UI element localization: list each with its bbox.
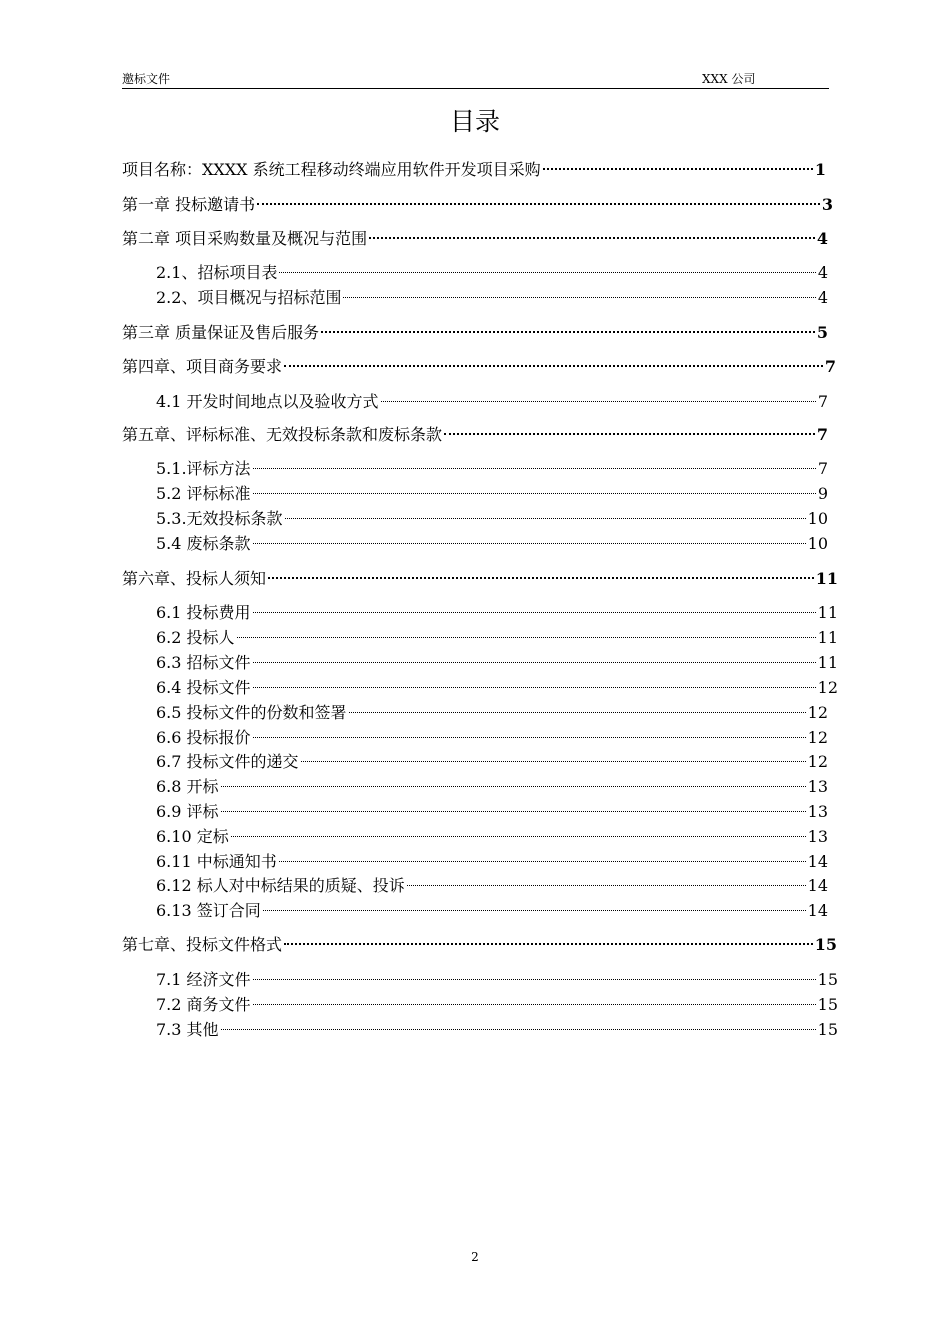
toc-dot-leader bbox=[221, 786, 806, 787]
toc-entry-chapter-4[interactable] bbox=[122, 355, 836, 379]
toc-entry-6-10[interactable] bbox=[156, 825, 828, 849]
toc-dot-leader bbox=[221, 811, 806, 812]
toc-entry-page: 1 bbox=[814, 160, 826, 179]
toc-dot-leader bbox=[543, 168, 813, 170]
toc-entry-chapter-1[interactable] bbox=[122, 193, 833, 217]
toc-entry-2-1[interactable] bbox=[156, 261, 828, 285]
toc-entry-page: 15 bbox=[817, 995, 838, 1014]
toc-entry-label: 6.2 投标人 bbox=[156, 628, 235, 647]
toc-dot-leader bbox=[221, 1029, 816, 1030]
toc-entry-5-1[interactable] bbox=[156, 457, 828, 481]
toc-entry-6-11[interactable] bbox=[156, 850, 828, 874]
toc-entry-label: 6.7 投标文件的递交 bbox=[156, 752, 299, 771]
toc-dot-leader bbox=[253, 493, 816, 494]
toc-entry-page: 11 bbox=[817, 653, 838, 672]
toc-entry-label: 第三章 质量保证及售后服务 bbox=[122, 323, 320, 342]
toc-entry-7-1[interactable] bbox=[156, 968, 838, 992]
toc-entry-label: 6.3 招标文件 bbox=[156, 653, 251, 672]
toc-dot-leader bbox=[231, 836, 806, 837]
toc-entry-label: 6.9 评标 bbox=[156, 802, 219, 821]
toc-entry-6-12[interactable] bbox=[156, 874, 828, 898]
toc-entry-page: 14 bbox=[807, 876, 828, 895]
toc-entry-6-7[interactable] bbox=[156, 750, 828, 774]
toc-dot-leader bbox=[253, 1004, 816, 1005]
toc-dot-leader bbox=[284, 365, 823, 367]
toc-entry-page: 10 bbox=[807, 509, 828, 528]
toc-entry-page: 11 bbox=[815, 569, 838, 588]
toc-entry-label: 5.3.无效投标条款 bbox=[156, 509, 283, 528]
toc-dot-leader bbox=[268, 577, 814, 579]
header-right-text: XXX 公司 bbox=[702, 72, 756, 86]
toc-dot-leader bbox=[237, 637, 816, 638]
toc-entry-page: 4 bbox=[816, 229, 828, 248]
toc-dot-leader bbox=[253, 468, 816, 469]
toc-entry-7-2[interactable] bbox=[156, 993, 838, 1017]
toc-entry-label: 7.3 其他 bbox=[156, 1020, 219, 1039]
toc-entry-page: 11 bbox=[817, 628, 838, 647]
toc-entry-label: 7.2 商务文件 bbox=[156, 995, 251, 1014]
toc-dot-leader bbox=[253, 612, 816, 613]
toc-entry-4-1[interactable] bbox=[156, 390, 828, 414]
toc-entry-page: 4 bbox=[817, 288, 828, 307]
toc-entry-6-3[interactable] bbox=[156, 651, 838, 675]
toc-dot-leader bbox=[257, 203, 820, 205]
toc-entry-page: 15 bbox=[817, 1020, 838, 1039]
toc-entry-6-6[interactable] bbox=[156, 726, 828, 750]
toc-dot-leader bbox=[349, 712, 806, 713]
toc-entry-label: 2.2、项目概况与招标范围 bbox=[156, 288, 342, 307]
toc-entry-chapter-7[interactable] bbox=[122, 933, 837, 957]
toc-entry-label: 6.1 投标费用 bbox=[156, 603, 251, 622]
toc-dot-leader bbox=[407, 885, 806, 886]
toc-entry-label: 6.11 中标通知书 bbox=[156, 852, 277, 871]
toc-entry-6-1[interactable] bbox=[156, 601, 838, 625]
toc-entry-page: 15 bbox=[814, 935, 837, 954]
toc-entry-label: 6.13 签订合同 bbox=[156, 901, 261, 920]
toc-entry-page: 9 bbox=[817, 484, 828, 503]
toc-entry-page: 7 bbox=[824, 357, 836, 376]
toc-entry-6-13[interactable] bbox=[156, 899, 828, 923]
toc-entry-page: 7 bbox=[817, 459, 828, 478]
toc-entry-label: 第四章、项目商务要求 bbox=[122, 357, 283, 376]
toc-dot-leader bbox=[253, 662, 816, 663]
toc-dot-leader bbox=[253, 737, 806, 738]
toc-entry-label: 第二章 项目采购数量及概况与范围 bbox=[122, 229, 368, 248]
toc-entry-6-9[interactable] bbox=[156, 800, 828, 824]
toc-entry-label: 5.1.评标方法 bbox=[156, 459, 251, 478]
toc-entry-label: 6.4 投标文件 bbox=[156, 678, 251, 697]
toc-entry-page: 14 bbox=[807, 852, 828, 871]
toc-dot-leader bbox=[284, 943, 813, 945]
toc-entry-page: 13 bbox=[807, 802, 828, 821]
toc-dot-leader bbox=[263, 910, 806, 911]
toc-entry-label: 项目名称：XXXX 系统工程移动终端应用软件开发项目采购 bbox=[122, 160, 541, 179]
toc-entry-6-8[interactable] bbox=[156, 775, 828, 799]
toc-entry-label: 7.1 经济文件 bbox=[156, 970, 251, 989]
toc-entry-chapter-3[interactable] bbox=[122, 321, 828, 345]
toc-dot-leader bbox=[444, 433, 815, 435]
toc-dot-leader bbox=[381, 401, 816, 402]
toc-entry-chapter-6[interactable] bbox=[122, 567, 838, 591]
toc-entry-page: 12 bbox=[807, 728, 828, 747]
toc-entry-label: 第六章、投标人须知 bbox=[122, 569, 267, 588]
toc-entry-label: 第七章、投标文件格式 bbox=[122, 935, 283, 954]
toc-entry-6-2[interactable] bbox=[156, 626, 838, 650]
toc-dot-leader bbox=[253, 543, 806, 544]
toc-entry-label: 4.1 开发时间地点以及验收方式 bbox=[156, 392, 379, 411]
toc-dot-leader bbox=[343, 297, 815, 298]
toc-entry-label: 第一章 投标邀请书 bbox=[122, 195, 256, 214]
toc-entry-5-3[interactable] bbox=[156, 507, 828, 531]
toc-entry-label: 6.8 开标 bbox=[156, 777, 219, 796]
toc-entry-2-2[interactable] bbox=[156, 286, 828, 310]
toc-entry-label: 6.6 投标报价 bbox=[156, 728, 251, 747]
toc-entry-page: 14 bbox=[807, 901, 828, 920]
toc-entry-page: 15 bbox=[817, 970, 838, 989]
toc-entry-page: 11 bbox=[817, 603, 838, 622]
toc-dot-leader bbox=[253, 687, 816, 688]
toc-entry-7-3[interactable] bbox=[156, 1018, 838, 1042]
toc-entry-6-5[interactable] bbox=[156, 701, 828, 725]
toc-dot-leader bbox=[253, 979, 816, 980]
toc-entry-label: 5.2 评标标准 bbox=[156, 484, 251, 503]
toc-entry-page: 12 bbox=[807, 752, 828, 771]
toc-entry-page: 3 bbox=[821, 195, 833, 214]
toc-dot-leader bbox=[301, 761, 806, 762]
toc-entry-5-4[interactable] bbox=[156, 532, 828, 556]
toc-dot-leader bbox=[369, 237, 815, 239]
page-number: 2 bbox=[471, 1250, 479, 1264]
toc-entry-6-4[interactable] bbox=[156, 676, 838, 700]
toc-entry-project-name[interactable] bbox=[122, 158, 826, 182]
toc-dot-leader bbox=[279, 272, 815, 273]
toc-entry-chapter-2[interactable] bbox=[122, 227, 828, 251]
toc-entry-label: 5.4 废标条款 bbox=[156, 534, 251, 553]
toc-entry-label: 6.5 投标文件的份数和签署 bbox=[156, 703, 347, 722]
toc-entry-page: 5 bbox=[816, 323, 828, 342]
toc-entry-page: 7 bbox=[816, 425, 828, 444]
toc-entry-page: 10 bbox=[807, 534, 828, 553]
toc-entry-5-2[interactable] bbox=[156, 482, 828, 506]
toc-entry-label: 2.1、招标项目表 bbox=[156, 263, 278, 282]
header-left-text: 邀标文件 bbox=[122, 72, 171, 86]
toc-entry-label: 第五章、评标标准、无效投标条款和废标条款 bbox=[122, 425, 443, 444]
toc-entry-label: 6.10 定标 bbox=[156, 827, 229, 846]
toc-entry-page: 13 bbox=[807, 777, 828, 796]
toc-entry-page: 12 bbox=[807, 703, 828, 722]
toc-title: 目录 bbox=[449, 107, 500, 136]
toc-entry-page: 4 bbox=[817, 263, 828, 282]
toc-entry-page: 12 bbox=[817, 678, 838, 697]
toc-dot-leader bbox=[321, 331, 815, 333]
toc-entry-page: 7 bbox=[817, 392, 828, 411]
toc-entry-page: 13 bbox=[807, 827, 828, 846]
toc-entry-chapter-5[interactable] bbox=[122, 423, 828, 447]
toc-dot-leader bbox=[279, 861, 806, 862]
toc-entry-label: 6.12 标人对中标结果的质疑、投诉 bbox=[156, 876, 405, 895]
toc-dot-leader bbox=[285, 518, 806, 519]
